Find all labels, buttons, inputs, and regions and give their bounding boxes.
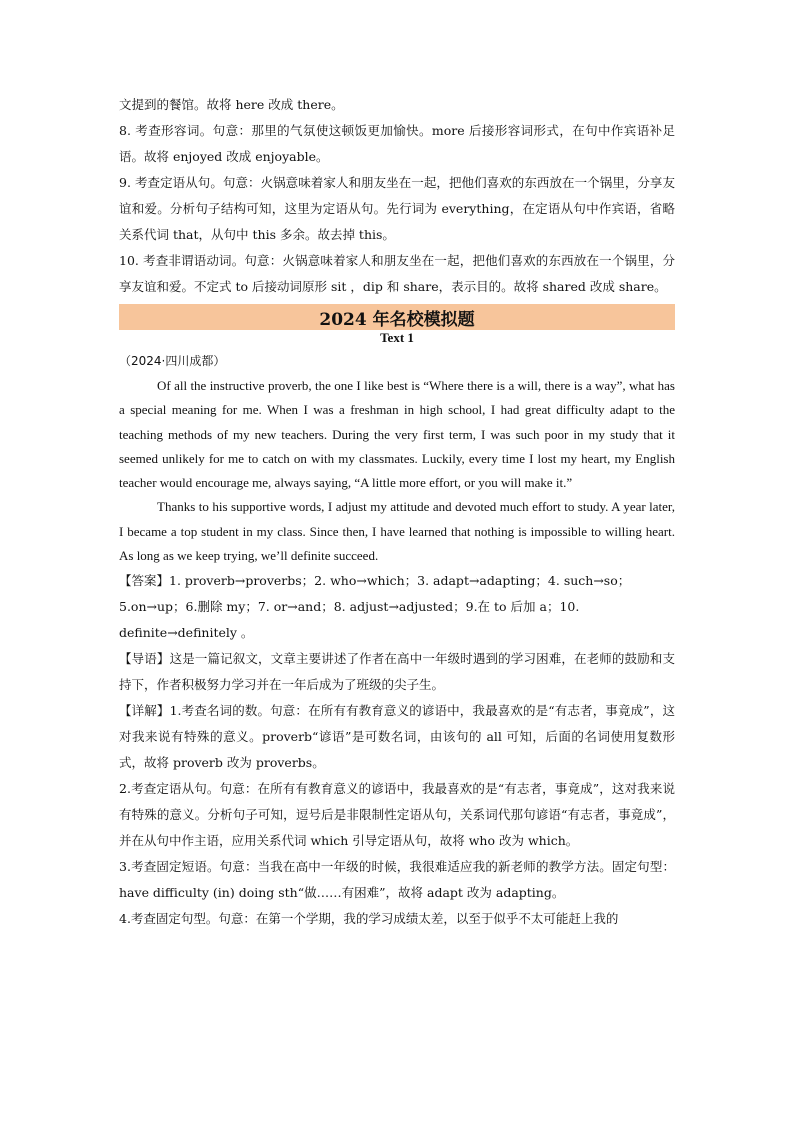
guide-block xyxy=(119,646,675,698)
guide-label: 【导语】 xyxy=(119,651,170,667)
section-banner: 2024 年名校模拟题 xyxy=(119,304,675,330)
passage-paragraph-2: Thanks to his supportive words, I adjust my attitude and devoted much effort to study. A year later, I became a top student in my class. Since then, I have learned that nothing is impossible to willing heart. As long as we keep trying, we’ll definite succeed. xyxy=(119,499,675,564)
detail-item-4: 4.考查固定句型。句意：在第一个学期，我的学习成绩太差，以至于似乎不太可能赶上我的 xyxy=(119,911,619,927)
source-label: （2024·四川成都） xyxy=(119,354,226,368)
passage-paragraph-1: Of all the instructive proverb, the one I like best is “Where there is a will, there is a way”, what has a special meaning for me. When I was a freshman in high school, I had great difficulty adapt to the teaching methods of my new teachers. During the very first term, I was such poor in my study that it seemed unlikely for me to catch on with my classmates. Luckily, every time I lost my heart, my English teacher would encourage me, always saying, “A little more effort, or you will make it.” xyxy=(119,378,675,491)
prev-explanation-tail: 文提到的餐馆。故将 here 改成 there。 xyxy=(119,97,344,112)
answer-text: 1. proverb→proverbs；2. who→which；3. adapt→adapting；4. such→so；5.on→up；6.删除 my；7. or→and；8. adjust→adjusted；9.在 to 后加 a；10. definite→definitely 。 xyxy=(119,573,631,641)
document-page xyxy=(119,92,675,932)
guide-text: 这是一篇记叙文，文章主要讲述了作者在高中一年级时遇到的学习困难，在老师的鼓励和支持下，作者积极努力学习并在一年后成为了班级的尖子生。 xyxy=(119,651,675,693)
answer-block xyxy=(119,568,675,646)
detail-item-3: 3.考查固定短语。句意：当我在高中一年级的时候，我很难适应我的新老师的教学方法。固定句型：have difficulty (in) doing sth“做……有困难”，故将 adapt 改为 adapting。 xyxy=(119,859,675,901)
text-title: Text 1 xyxy=(380,330,414,345)
detail-item-1: 1.考查名词的数。句意：在所有有教育意义的谚语中，我最喜欢的是“有志者，事竟成”，这对我来说有特殊的意义。proverb“谚语”是可数名词，由该句的 all 可知，后面的名词使用复数形式，故将 proverb 改为 proverbs。 xyxy=(119,703,675,771)
detail-item-2: 2.考查定语从句。句意：在所有有教育意义的谚语中，我最喜欢的是“有志者，事竟成”，这对我来说有特殊的意义。分析句子可知，逗号后是非限制性定语从句，关系词代那句谚语“有志者，事竟成”，并在从句中作主语，应用关系代词 which 引导定语从句，故将 who 改为 which。 xyxy=(119,781,675,849)
detail-label: 【详解】 xyxy=(119,703,170,719)
prev-explanation-9: 9. 考查定语从句。句意：火锅意味着家人和朋友坐在一起，把他们喜欢的东西放在一个锅里，分享友谊和爱。分析句子结构可知，这里为定语从句。先行词为 everything，在定语从句中作宾语，省略关系代词 that，从句中 this 多余。故去掉 this。 xyxy=(119,175,675,242)
prev-explanation-10: 10. 考查非谓语动词。句意：火锅意味着家人和朋友坐在一起，把他们喜欢的东西放在一个锅里，分享友谊和爱。不定式 to 后接动词原形 sit ，dip 和 share，表示目的。故将 shared 改成 share。 xyxy=(119,253,675,294)
answer-label: 【答案】 xyxy=(119,573,170,589)
prev-explanation-8: 8. 考查形容词。句意：那里的气氛使这顿饭更加愉快。more 后接形容词形式，在句中作宾语补足语。故将 enjoyed 改成 enjoyable。 xyxy=(119,123,675,164)
detail-block-1 xyxy=(119,698,675,776)
